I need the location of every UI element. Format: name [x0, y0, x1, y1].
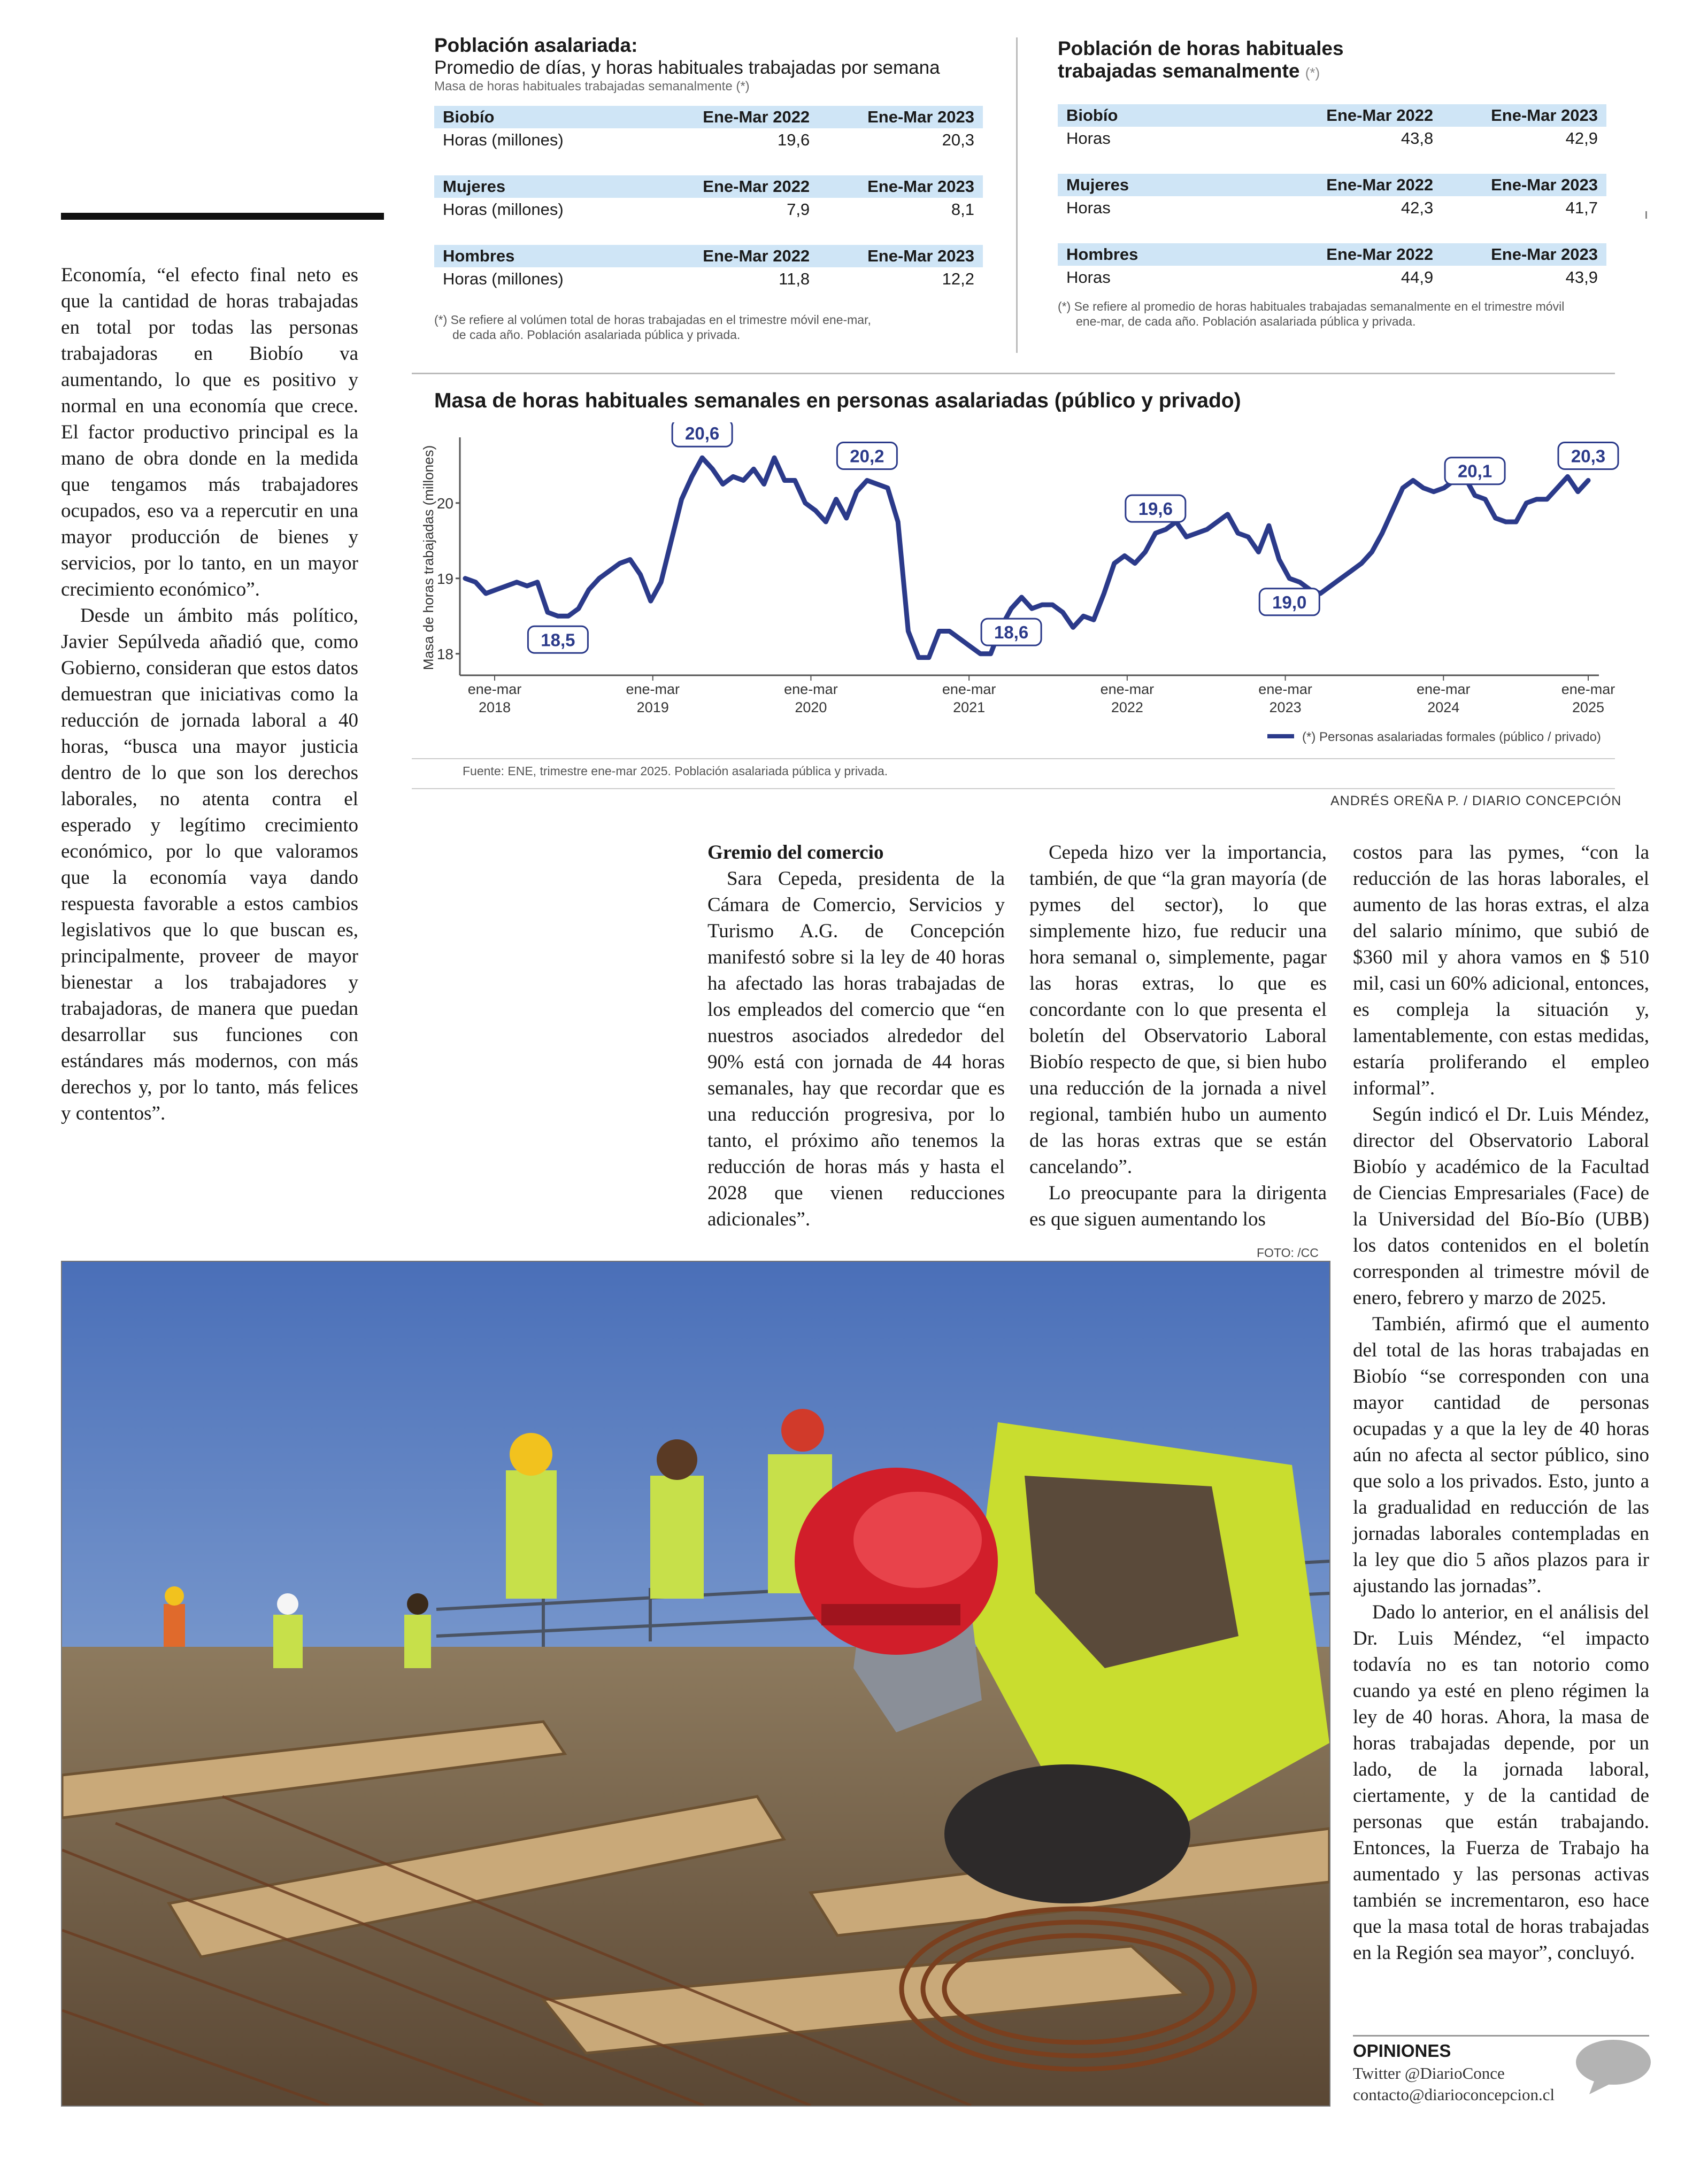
- cell-value: 7,9: [787, 200, 810, 219]
- chart-top-rule: [412, 373, 1615, 374]
- construction-workers-photo: [61, 1261, 1330, 2107]
- x-tick-label: ene-mar: [942, 681, 996, 697]
- left-paragraph: Economía, “el efecto final neto es que la cantidad de horas trabajadas en total por todas las personas trabajadoras en Biobío va aumentando, lo que es positivo y normal en una economía que crece. El factor productivo principal es la mano de obra donde en la medida que tengamos más trabajadores ocupados, eso va a repercutir en una mayor producción de bienes y servicios, por lo tanto, en un mayor crecimiento económico”.: [61, 264, 358, 600]
- col-header: Ene-Mar 2022: [653, 106, 818, 128]
- table2-footnote: [1058, 299, 1609, 329]
- graphic-credit: ANDRÉS OREÑA P. / DIARIO CONCEPCIÓN: [1330, 793, 1622, 808]
- group-name: Mujeres: [434, 175, 653, 198]
- row-label: Horas (millones): [443, 130, 564, 149]
- x-tick-label: 2023: [1269, 699, 1302, 715]
- table-horas-habituales: [1058, 37, 1609, 329]
- group-name: Biobío: [1058, 104, 1277, 127]
- data-label: 19,0: [1272, 592, 1307, 612]
- cell-value: 19,6: [777, 130, 810, 149]
- table1-caption: Masa de horas habituales trabajadas semanalmente (*): [434, 79, 750, 94]
- table2-title-mark: (*): [1305, 65, 1320, 81]
- table1-header-row: [434, 245, 983, 267]
- source-rule: [412, 788, 1615, 789]
- table-row: [434, 198, 983, 221]
- article-col-3: [1029, 839, 1327, 1232]
- article-paragraph: Sara Cepeda, presidenta de la Cámara de Comercio, Servicios y Turismo A.G. de Concepción manifestó sobre si la ley de 40 horas ha afectado las horas trabajadas de los empleados del comercio que “en nuestros asociados alrededor del 90% está con jornada de 44 horas semanales, hay que recordar que es una reducción progresiva, por lo tanto, el próximo año tenemos la reducción de horas más y hasta el 2028 que vienen reducciones adicionales”.: [707, 868, 1005, 1230]
- x-tick-label: 2018: [478, 699, 511, 715]
- table-row: [434, 267, 983, 291]
- x-tick-label: ene-mar: [1417, 681, 1471, 697]
- footnote-line: (*) Se refiere al volúmen total de horas trabajadas en el trimestre móvil ene-mar,: [434, 313, 871, 327]
- col-header: Ene-Mar 2022: [653, 245, 818, 267]
- article-paragraph: Lo preocupante para la dirigenta es que siguen aumentando los: [1029, 1182, 1327, 1230]
- footnote-line: ene-mar, de cada año. Población asalariada pública y privada.: [1076, 314, 1416, 328]
- table1-title: Población asalariada:: [434, 34, 638, 56]
- table2-header-row: [1058, 174, 1606, 196]
- article-paragraph: También, afirmó que el aumento del total de las horas trabajadas en Biobío “se corresponden con una mayor cantidad de personas ocupadas y a que la ley de 40 horas aún no afecta al sector público, sino que solo a los privados. Esto, junto a la gradualidad en reducción de las jornadas laborales contempladas en la ley que dio 5 años plazos para ir ajustando las jornadas”.: [1353, 1313, 1649, 1597]
- legend-label: (*) Personas asalariadas formales (público / privado): [1302, 730, 1601, 744]
- y-tick-label: 20: [436, 495, 453, 512]
- cell-value: 11,8: [779, 269, 810, 288]
- x-tick-label: ene-mar: [784, 681, 838, 697]
- line-chart: [412, 422, 1620, 765]
- cell-value: 8,1: [951, 200, 974, 219]
- x-tick-label: 2024: [1427, 699, 1460, 715]
- left-column: [61, 262, 358, 1127]
- article-paragraph: Cepeda hizo ver la importancia, también, de que “la gran mayoría (de pymes del sector), lo que simplemente hizo, fue reducir una hora semanal o, simplemente, pagar las horas extras, lo que es concordante con lo que presenta el boletín del Observatorio Laboral Biobío respecto de que, si bien hubo una reducción de la jornada a nivel regional, también hubo un aumento de las horas extras que se están cancelando”.: [1029, 842, 1327, 1178]
- row-label: Horas: [1066, 198, 1111, 217]
- y-tick-label: 19: [436, 570, 453, 587]
- divider-mark: [1645, 211, 1647, 219]
- x-tick-label: 2019: [636, 699, 669, 715]
- chart-title: Masa de horas habituales semanales en personas asalariadas (público y privado): [434, 389, 1241, 412]
- table1-grid: [434, 106, 983, 291]
- article-col-2: [707, 839, 1005, 1232]
- photo-credit: FOTO: /CC: [1257, 1246, 1319, 1260]
- cell-value: 43,9: [1565, 268, 1598, 287]
- cell-value: 44,9: [1401, 268, 1434, 287]
- y-tick-label: 18: [436, 645, 453, 662]
- opiniones-twitter[interactable]: Twitter @DiarioConce: [1353, 2064, 1505, 2083]
- cell-value: 42,3: [1401, 198, 1434, 217]
- table2-header-row: [1058, 243, 1606, 266]
- col-header: Ene-Mar 2022: [1277, 104, 1442, 127]
- footnote-line: (*) Se refiere al promedio de horas habituales trabajadas semanalmente en el trimestre móvil: [1058, 299, 1565, 313]
- col-header: Ene-Mar 2023: [818, 106, 983, 128]
- article-paragraph: costos para las pymes, “con la reducción de las horas laborales, el aumento de las horas extras, el alza del salario mínimo, que subió de $360 mil y ahora vamos en $ 510 mil, casi un 60% adicional, entonces, es compleja la situación y, lamentablemente, con estas medidas, estaría proliferando el empleo informal”.: [1353, 842, 1649, 1099]
- opiniones-email[interactable]: contacto@diarioconcepcion.cl: [1353, 2085, 1555, 2104]
- cell-value: 42,9: [1565, 129, 1598, 148]
- row-label: Horas (millones): [443, 200, 564, 219]
- table-row: [1058, 127, 1606, 150]
- x-tick-label: 2025: [1572, 699, 1605, 715]
- row-label: Horas (millones): [443, 269, 564, 288]
- row-label: Horas: [1066, 129, 1111, 148]
- group-name: Mujeres: [1058, 174, 1277, 196]
- chart-bottom-rule: [412, 758, 1615, 759]
- table-row: [1058, 196, 1606, 220]
- chart-source: Fuente: ENE, trimestre ene-mar 2025. Población asalariada pública y privada.: [463, 764, 888, 778]
- data-label: 20,3: [1571, 446, 1606, 466]
- table2-title-text: trabajadas semanalmente: [1058, 60, 1300, 82]
- col-header: Ene-Mar 2023: [1442, 104, 1606, 127]
- table2-title-line: [1058, 60, 1609, 84]
- subhead: Gremio del comercio: [707, 842, 884, 863]
- cell-value: 43,8: [1401, 129, 1434, 148]
- table-row: [1058, 266, 1606, 289]
- x-tick-label: ene-mar: [1100, 681, 1155, 697]
- data-label: 20,2: [850, 446, 884, 466]
- table1-subtitle: Promedio de días, y horas habituales trabajadas por semana: [434, 57, 940, 78]
- cell-value: 20,3: [942, 130, 974, 149]
- footnote-line: de cada año. Población asalariada pública y privada.: [452, 328, 741, 342]
- x-tick-label: ene-mar: [1258, 681, 1312, 697]
- article-paragraph: Según indicó el Dr. Luis Méndez, director del Observatorio Laboral Biobío y académico de la Facultad de Ciencias Empresariales (Face) de la Universidad del Bío-Bío (UBB) los datos contenidos en el boletín corresponden al trimestre móvil de enero, febrero y marzo de 2025.: [1353, 1104, 1649, 1309]
- col-header: Ene-Mar 2023: [818, 175, 983, 198]
- table1-header-row: [434, 175, 983, 198]
- table2-grid: [1058, 104, 1606, 289]
- tables-divider: [1016, 37, 1018, 353]
- speech-bubble-icon: [1573, 2038, 1653, 2097]
- article-col-4: [1353, 839, 1649, 1966]
- x-tick-label: ene-mar: [467, 681, 522, 697]
- x-tick-label: 2022: [1111, 699, 1143, 715]
- col-header: Ene-Mar 2023: [1442, 243, 1606, 266]
- data-label: 18,5: [541, 630, 575, 650]
- y-axis-label: Masa de horas trabajadas (millones): [420, 445, 436, 670]
- data-label: 20,1: [1457, 461, 1492, 481]
- left-column-rule: [61, 213, 384, 220]
- col-header: Ene-Mar 2022: [1277, 243, 1442, 266]
- x-tick-label: ene-mar: [1561, 681, 1615, 697]
- cell-value: 12,2: [942, 269, 974, 288]
- left-paragraph: Desde un ámbito más político, Javier Sepúlveda añadió que, como Gobierno, consideran que estos datos demuestran que iniciativas como la reducción de jornada laboral a 40 horas, “busca una mayor justicia dentro de lo que son los derechos laborales, no atenta contra el esperado y legítimo crecimiento económico, por lo que valoramos que la economía vaya dando respuesta favorable a estos cambios legislativos que lo que buscan es, principalmente, proveer de mayor bienestar a los trabajadores y trabajadoras, de manera que puedan desarrollar sus funciones con estándares más modernos, con más derechos y, por lo tanto, más felices y contentos”.: [61, 605, 358, 1124]
- table1-header-row: [434, 106, 983, 128]
- row-label: Horas: [1066, 268, 1111, 287]
- group-name: Biobío: [434, 106, 653, 128]
- opiniones-title: OPINIONES: [1353, 2041, 1451, 2061]
- data-label: 19,6: [1138, 499, 1173, 519]
- x-tick-label: 2020: [795, 699, 827, 715]
- group-name: Hombres: [1058, 243, 1277, 266]
- col-header: Ene-Mar 2022: [1277, 174, 1442, 196]
- data-label: 18,6: [994, 622, 1029, 643]
- col-header: Ene-Mar 2022: [653, 175, 818, 198]
- x-tick-label: ene-mar: [626, 681, 680, 697]
- table2-header-row: [1058, 104, 1606, 127]
- article-paragraph: Dado lo anterior, en el análisis del Dr. Luis Méndez, “el impacto todavía no es tan notorio como cuando ya esté en pleno régimen la ley de 40 horas. Ahora, la masa de horas trabajadas depende, por un lado, de la jornada laboral, ciertamente, y de la cantidad de personas que están trabajando. Entonces, la Fuerza de Trabajo ha aumentado y las personas activas también se incrementaron, eso hace que la masa total de horas trabajadas en la Región sea mayor”, concluyó.: [1353, 1601, 1649, 1964]
- col-header: Ene-Mar 2023: [818, 245, 983, 267]
- opiniones-rule: [1353, 2035, 1649, 2037]
- group-name: Hombres: [434, 245, 653, 267]
- x-tick-label: 2021: [953, 699, 986, 715]
- cell-value: 41,7: [1565, 198, 1598, 217]
- table1-footnote: [434, 312, 985, 342]
- table-row: [434, 128, 983, 152]
- table-poblacion-asalariada: [434, 34, 985, 342]
- col-header: Ene-Mar 2023: [1442, 174, 1606, 196]
- data-label: 20,6: [685, 423, 720, 444]
- table2-title-line: Población de horas habituales: [1058, 37, 1344, 59]
- table2-title: [1058, 37, 1609, 84]
